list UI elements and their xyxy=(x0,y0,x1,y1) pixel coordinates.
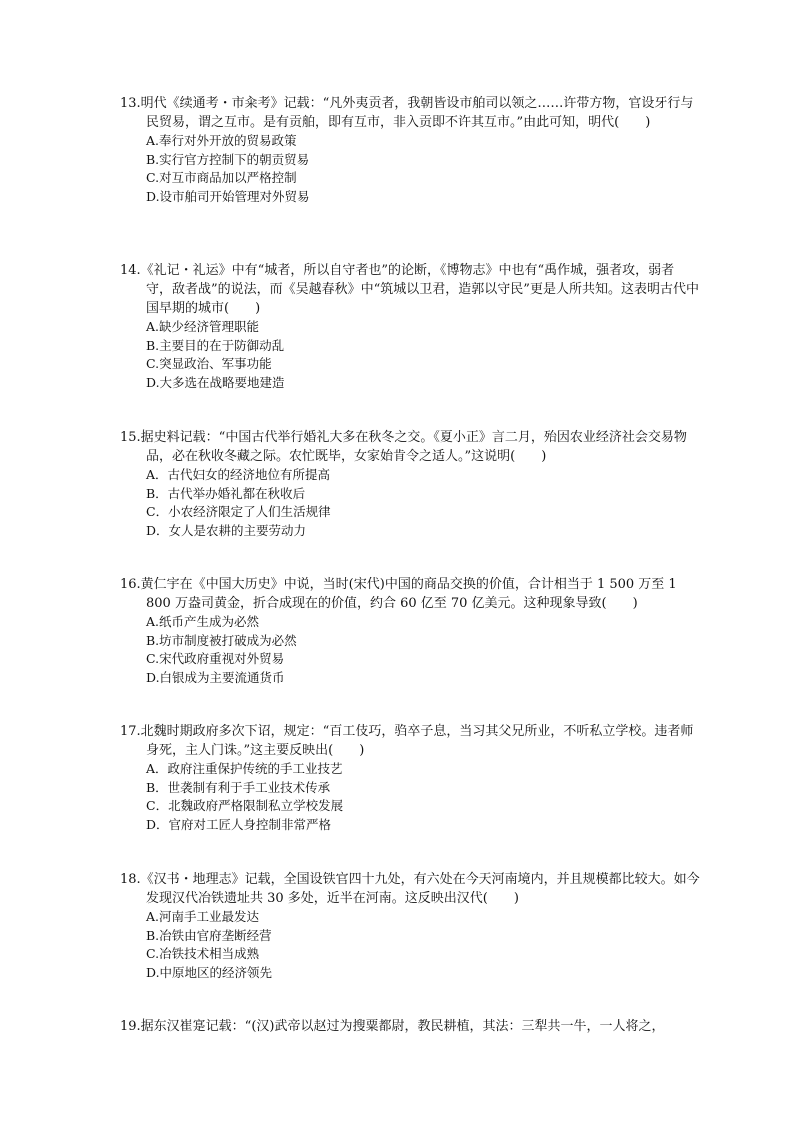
question-19 xyxy=(120,1017,700,1036)
question-stem: 15.据史料记载：“中国古代举行婚礼大多在秋冬之交。《夏小正》言二月，殆因农业经济社会交易物品，必在秋收冬藏之际。农忙既毕，女家始肯令之适人。”这说明( ) xyxy=(120,430,687,464)
option-c: C.对互市商品加以严格控制 xyxy=(146,170,297,185)
question-16 xyxy=(120,575,700,687)
option-b: B.冶铁由官府垄断经营 xyxy=(146,927,272,943)
option-d: D.大多选在战略要地建造 xyxy=(146,374,285,390)
question-18 xyxy=(120,870,700,982)
option-a: A.奉行对外开放的贸易政策 xyxy=(146,133,297,148)
option-c: C．小农经济限定了人们生活规律 xyxy=(146,504,331,519)
option-d: D.中原地区的经济领先 xyxy=(146,964,273,980)
option-b: B.实行官方控制下的朝贡贸易 xyxy=(146,151,310,167)
option-b: B．世袭制有利于手工业技术传承 xyxy=(146,779,331,795)
option-d: D.白银成为主要流通货币 xyxy=(146,669,285,685)
option-c: C．北魏政府严格限制私立学校发展 xyxy=(146,798,344,813)
question-stem: 14.《礼记・礼运》中有“城者，所以自守者也”的论断，《博物志》中也有“禹作城，强者攻，弱者守，敌者战”的说法，而《吴越春秋》中“筑城以卫君，造郭以守民”更是人所共知。这表明古代中国早期的城市( ) xyxy=(120,263,699,316)
question-13 xyxy=(120,94,700,206)
question-stem: 17.北魏时期政府多次下诏，规定：“百工伎巧，驺卒子息，当习其父兄所业，不听私立学校。违者师身死，主人门诛。”这主要反映出( ) xyxy=(120,724,694,758)
option-a: A.纸币产生成为必然 xyxy=(146,614,260,629)
question-17 xyxy=(120,722,700,834)
option-d: D.设市舶司开始管理对外贸易 xyxy=(146,188,310,204)
question-stem: 16.黄仁宇在《中国大历史》中说，当时(宋代)中国的商品交换的价值，合计相当于 1 500 万至 1 800 万盎司黄金，折合成现在的价值，约合 60 亿至 70 亿美元。这种现象导致( ) xyxy=(120,577,677,611)
question-15 xyxy=(120,428,700,540)
option-a: A.河南手工业最发达 xyxy=(146,909,260,924)
option-b: B.坊市制度被打破成为必然 xyxy=(146,632,297,648)
question-stem: 13.明代《续通考・市籴考》记载：“凡外夷贡者，我朝皆设市舶司以领之……许带方物，官设牙行与民贸易，谓之互市。是有贡舶，即有互市，非入贡即不许其互市。”由此可知，明代( ) xyxy=(120,96,694,130)
option-d: D．女人是农耕的主要劳动力 xyxy=(146,522,307,538)
question-stem: 18.《汉书・地理志》记载，全国设铁官四十九处，有六处在今天河南境内，并且规模都比较大。如今发现汉代冶铁遗址共 30 多处，近半在河南。这反映出汉代( ) xyxy=(120,872,700,906)
option-c: C.宋代政府重视对外贸易 xyxy=(146,651,285,666)
option-b: B．古代举办婚礼都在秋收后 xyxy=(146,485,306,501)
option-c: C.突显政治、军事功能 xyxy=(146,356,272,371)
option-b: B.主要目的在于防御动乱 xyxy=(146,337,285,353)
option-c: C.冶铁技术相当成熟 xyxy=(146,946,260,961)
question-stem: 19.据东汉崔寔记载：“(汉)武帝以赵过为搜粟都尉，教民耕植，其法：三犁共一牛，一人将之， xyxy=(120,1019,665,1034)
option-d: D．官府对工匠人身控制非常严格 xyxy=(146,816,332,832)
option-a: A．古代妇女的经济地位有所提高 xyxy=(146,467,331,482)
option-a: A.缺少经济管理职能 xyxy=(146,319,260,334)
question-14 xyxy=(120,261,700,392)
option-a: A．政府注重保护传统的手工业技艺 xyxy=(146,761,343,776)
